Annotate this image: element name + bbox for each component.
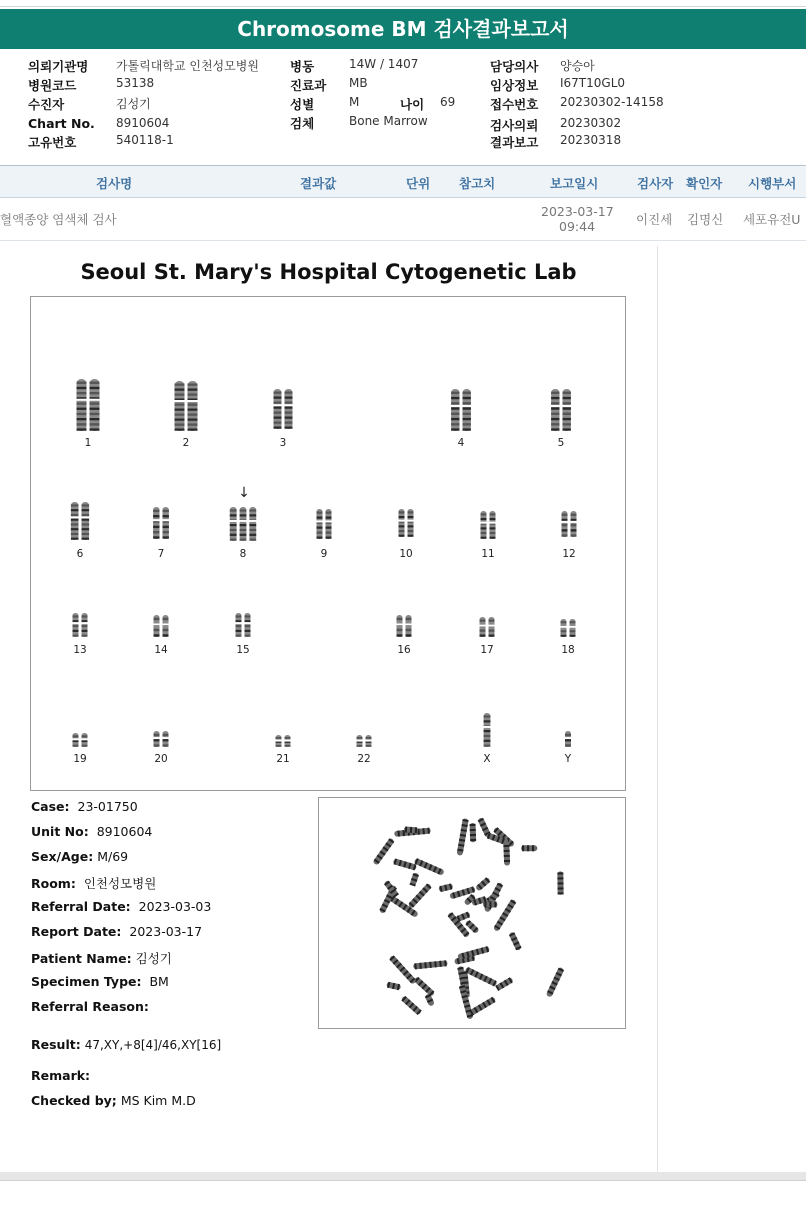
value-institution: 가톨릭대학교 인천성모병원 xyxy=(116,59,259,73)
specimen-label: Specimen Type: xyxy=(31,974,142,989)
results-table-header xyxy=(0,166,806,198)
remark-label: Remark: xyxy=(31,1068,91,1083)
chromosome-13 xyxy=(72,613,88,637)
chromosome-label: 1 xyxy=(84,437,92,449)
value-specimen: Bone Marrow xyxy=(349,114,428,128)
label-patient: 수진자 xyxy=(28,97,65,112)
th-tester[interactable]: 검사자 xyxy=(637,176,674,191)
chromosome-4 xyxy=(451,389,472,431)
sexage-label: Sex/Age: xyxy=(31,849,94,864)
chromosome-21 xyxy=(275,735,291,747)
cell-checker: 김명신 xyxy=(687,212,724,227)
spread-chromosome xyxy=(372,837,395,865)
spread-chromosome xyxy=(409,872,419,886)
chromosome-3 xyxy=(273,389,293,429)
chromosome-label: 7 xyxy=(157,548,165,560)
label-chart-no: Chart No. xyxy=(28,116,95,131)
value-chart-no: 8910604 xyxy=(116,116,170,130)
value-unique-no: 540118-1 xyxy=(116,133,174,147)
chromosome-label: 17 xyxy=(480,644,494,656)
chromosome-19 xyxy=(72,733,88,747)
value-doctor: 양승아 xyxy=(560,59,595,73)
sexage-line xyxy=(31,849,128,864)
chromosome-11 xyxy=(480,511,496,539)
footer-band xyxy=(0,1172,806,1181)
reason-label: Referral Reason: xyxy=(31,999,149,1014)
spread-chromosome xyxy=(414,858,445,876)
checked-value: MS Kim M.D xyxy=(120,1093,196,1108)
karyogram xyxy=(30,296,626,791)
table-row[interactable] xyxy=(0,198,806,241)
lab-title: Seoul St. Mary's Hospital Cytogenetic Lab xyxy=(80,260,577,284)
label-receipt-no: 접수번호 xyxy=(490,97,539,112)
karyogram-image xyxy=(31,297,625,790)
room-label: Room: xyxy=(31,876,76,891)
unit-line xyxy=(31,824,152,839)
spread-chromosome xyxy=(386,982,401,991)
spread-chromosome xyxy=(404,826,418,833)
chromosome-label: 18 xyxy=(561,644,575,656)
chromosome-label: 21 xyxy=(276,753,290,765)
value-ward: 14W / 1407 xyxy=(349,57,419,71)
metaphase-spread-image xyxy=(318,797,626,1029)
spread-chromosome xyxy=(475,877,491,892)
chromosome-label: 2 xyxy=(182,437,190,449)
chromosome-label: Y xyxy=(564,753,572,765)
chromosome-X xyxy=(483,713,491,747)
spread-chromosome xyxy=(408,883,433,909)
spread-chromosome xyxy=(495,977,514,991)
spread-chromosome xyxy=(456,818,468,856)
cell-test-name: 혈액종양 염색체 검사 xyxy=(0,212,117,227)
spread-chromosome xyxy=(413,960,448,969)
chromosome-10 xyxy=(398,509,414,537)
chromosome-label: 9 xyxy=(320,548,328,560)
chromosome-label: 3 xyxy=(279,437,287,449)
value-age: 69 xyxy=(440,95,456,109)
chromosome-Y xyxy=(565,731,572,747)
arrow-icon: ↓ xyxy=(238,485,250,501)
label-age: 나이 xyxy=(400,97,425,112)
chromosome-6 xyxy=(70,502,89,540)
chromosome-22 xyxy=(356,735,372,747)
chromosome-label: 15 xyxy=(236,644,250,656)
specimen-value: BM xyxy=(149,974,169,989)
label-doctor: 담당의사 xyxy=(490,59,539,74)
value-request-date: 20230302 xyxy=(560,116,622,130)
spread-chromosome xyxy=(508,931,522,951)
metaphase-spread xyxy=(319,798,625,1028)
spread-chromosome xyxy=(438,883,453,892)
value-sex: M xyxy=(349,95,360,109)
chromosome-label: 20 xyxy=(154,753,168,765)
spread-chromosome xyxy=(393,858,417,870)
case-line xyxy=(31,799,138,814)
th-checker[interactable]: 확인자 xyxy=(686,176,723,191)
referral-value: 2023-03-03 xyxy=(138,899,212,914)
room-line xyxy=(31,874,156,892)
chromosome-label: 5 xyxy=(557,437,565,449)
chromosome-1 xyxy=(76,379,100,431)
result-label: Result: xyxy=(31,1037,81,1052)
chromosome-label: 6 xyxy=(76,548,84,560)
label-unique-no: 고유번호 xyxy=(28,135,77,150)
chromosome-5 xyxy=(551,389,572,431)
reason-line xyxy=(31,999,153,1014)
cell-time: 09:44 xyxy=(559,219,596,234)
case-label: Case: xyxy=(31,799,70,814)
chromosome-9 xyxy=(316,509,332,539)
chromosome-2 xyxy=(174,381,198,431)
spread-chromosome xyxy=(557,871,563,894)
report-date-label: Report Date: xyxy=(31,924,122,939)
spread-chromosome xyxy=(546,967,565,998)
th-test-name[interactable]: 검사명 xyxy=(96,176,133,191)
result-value: 47,XY,+8[4]/46,XY[16] xyxy=(84,1038,222,1052)
top-border xyxy=(0,0,806,7)
chromosome-18 xyxy=(560,619,576,637)
label-sex: 성별 xyxy=(290,97,315,112)
chromosome-12 xyxy=(561,511,577,537)
spread-chromosome xyxy=(424,993,435,1007)
chromosome-16 xyxy=(396,615,412,637)
room-value: 인천성모병원 xyxy=(83,876,157,891)
chromosome-17 xyxy=(479,617,495,637)
label-hospital-code: 병원코드 xyxy=(28,78,77,93)
value-result-date: 20230318 xyxy=(560,133,622,147)
spread-chromosome xyxy=(521,845,537,851)
label-specimen: 검체 xyxy=(290,116,315,131)
referral-line xyxy=(31,899,211,914)
value-hospital-code: 53138 xyxy=(116,76,155,90)
unit-label: Unit No: xyxy=(31,824,89,839)
patient-name-value: 김성기 xyxy=(135,951,172,966)
label-institution: 의뢰기관명 xyxy=(28,59,89,74)
label-request-date: 검사의뢰 xyxy=(490,118,539,133)
chromosome-label: X xyxy=(483,753,491,765)
chromosome-label: 12 xyxy=(562,548,576,560)
chromosome-label: 10 xyxy=(399,548,413,560)
chromosome-15 xyxy=(235,613,251,637)
chromosome-8 xyxy=(229,507,256,541)
chromosome-label: 4 xyxy=(457,437,465,449)
th-reference[interactable]: 참고치 xyxy=(459,176,496,191)
chromosome-label: 13 xyxy=(73,644,87,656)
referral-label: Referral Date: xyxy=(31,899,131,914)
patient-name-line xyxy=(31,949,172,967)
chromosome-14 xyxy=(153,615,169,637)
spread-chromosome xyxy=(389,955,417,985)
spread-chromosome xyxy=(484,882,504,913)
th-report-date[interactable]: 보고일시 xyxy=(550,176,599,191)
th-result[interactable]: 결과값 xyxy=(300,176,337,191)
case-value: 23-01750 xyxy=(77,799,138,814)
report-date-value: 2023-03-17 xyxy=(129,924,203,939)
checked-line xyxy=(31,1093,196,1108)
spread-chromosome xyxy=(469,996,497,1016)
th-department[interactable]: 시행부서 xyxy=(748,176,797,191)
label-department: 진료과 xyxy=(290,78,327,93)
unit-value: 8910604 xyxy=(96,824,153,839)
spread-chromosome xyxy=(470,823,477,842)
label-clinical-info: 임상정보 xyxy=(490,78,539,93)
chromosome-label: 8 xyxy=(239,548,247,560)
chromosome-label: 11 xyxy=(481,548,495,560)
value-patient: 김성기 xyxy=(116,97,151,111)
cell-department: 세포유전U xyxy=(743,212,801,227)
specimen-line xyxy=(31,974,169,989)
cell-date: 2023-03-17 xyxy=(541,204,614,219)
label-result-date: 결과보고 xyxy=(490,135,539,150)
checked-label: Checked by; xyxy=(31,1093,117,1108)
value-department: MB xyxy=(349,76,368,90)
result-line xyxy=(31,1037,221,1052)
spread-chromosome xyxy=(413,976,435,997)
chromosome-label: 19 xyxy=(73,753,87,765)
value-receipt-no: 20230302-14158 xyxy=(560,95,664,109)
spread-chromosome xyxy=(465,967,498,987)
sexage-value: M/69 xyxy=(97,849,129,864)
spread-chromosome xyxy=(401,995,423,1015)
chromosome-7 xyxy=(153,507,170,539)
report-title: Chromosome BM 검사결과보고서 xyxy=(0,9,806,49)
remark-line xyxy=(31,1068,94,1083)
chromosome-label: 16 xyxy=(397,644,411,656)
label-ward: 병동 xyxy=(290,59,315,74)
chromosome-label: 22 xyxy=(357,753,371,765)
value-clinical-info: I67T10GL0 xyxy=(560,76,626,90)
patient-name-label: Patient Name: xyxy=(31,951,132,966)
chromosome-label: 14 xyxy=(154,644,168,656)
th-unit[interactable]: 단위 xyxy=(406,176,431,191)
report-date-line xyxy=(31,924,202,939)
spread-chromosome xyxy=(483,901,497,907)
cell-tester: 이진세 xyxy=(636,212,673,227)
report-sheet xyxy=(0,246,658,1172)
chromosome-20 xyxy=(153,731,169,747)
